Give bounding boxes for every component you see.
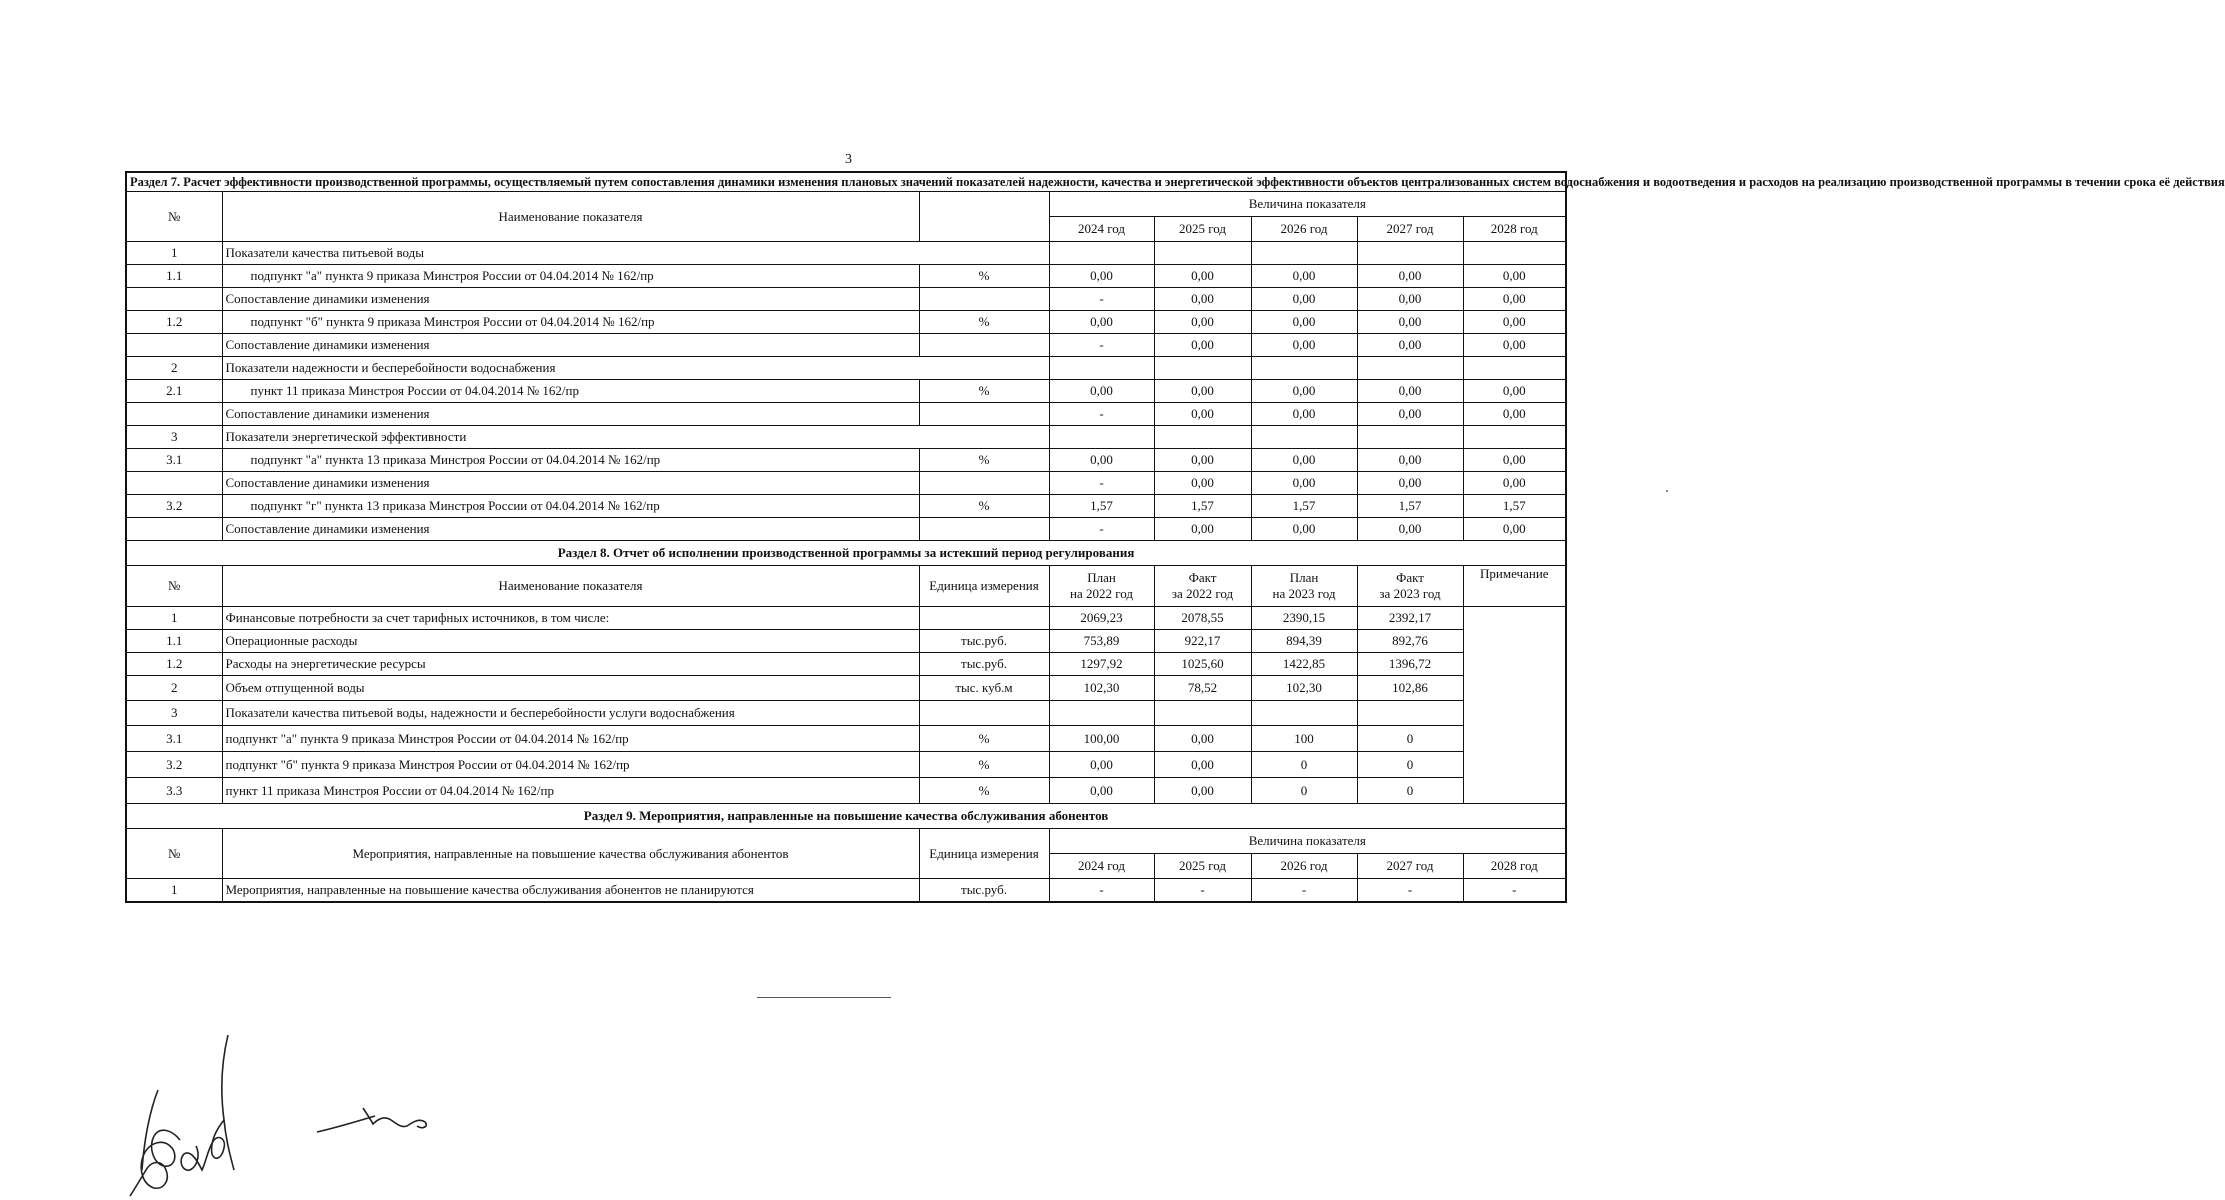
row-value: 2078,55 [1154, 607, 1251, 630]
s8-header-fact-2023-l2: за 2023 год [1379, 586, 1441, 601]
row-unit: % [919, 778, 1049, 804]
row-value: 1422,85 [1251, 653, 1357, 676]
row-value: 0,00 [1357, 380, 1463, 403]
s7-header-name: Наименование показателя [222, 192, 919, 242]
row-name: подпункт "а" пункта 9 приказа Минстроя России от 04.04.2014 № 162/пр [222, 265, 919, 288]
row-value: 0,00 [1251, 265, 1357, 288]
row-value [1357, 242, 1463, 265]
row-value: 100,00 [1049, 726, 1154, 752]
row-value [1154, 242, 1251, 265]
row-value: 0,00 [1154, 403, 1251, 426]
row-value: 0,00 [1251, 288, 1357, 311]
row-value: - [1154, 879, 1251, 903]
row-value: 894,39 [1251, 630, 1357, 653]
row-num: 2 [126, 357, 222, 380]
row-value: 0,00 [1251, 403, 1357, 426]
row-value [1251, 357, 1357, 380]
row-value [1049, 242, 1154, 265]
s7-header-year: 2028 год [1463, 217, 1566, 242]
row-name: Сопоставление динамики изменения [222, 288, 919, 311]
s9-header-value-group: Величина показателя [1049, 829, 1566, 854]
row-value [1049, 357, 1154, 380]
s7-header-value-group: Величина показателя [1049, 192, 1566, 217]
row-value: 0,00 [1251, 449, 1357, 472]
table-row [126, 726, 1566, 752]
row-value: 1396,72 [1357, 653, 1463, 676]
row-value: 0,00 [1049, 449, 1154, 472]
table-row [126, 311, 1566, 334]
row-name: Операционные расходы [222, 630, 919, 653]
s7-header-year: 2024 год [1049, 217, 1154, 242]
row-value [1154, 357, 1251, 380]
row-unit [919, 288, 1049, 311]
s8-header-plan-2022-l1: План [1087, 570, 1116, 585]
table-row [126, 357, 1566, 380]
s8-header-fact-2023-l1: Факт [1396, 570, 1424, 585]
section7-title: Раздел 7. Расчет эффективности производственной программы, осуществляемый путем сопоставления динамики изменения плановых значений показателей надежности, качества и энергетической эффективности объектов централизованных систем водоснабжения и водоотведения и расходов на реализацию производственной программы в течении срока её действия [126, 172, 1566, 192]
row-note [1463, 607, 1566, 804]
row-num [126, 403, 222, 426]
row-unit: тыс.руб. [919, 630, 1049, 653]
s9-header-year: 2024 год [1049, 854, 1154, 879]
row-value: 0,00 [1154, 518, 1251, 541]
row-name: Показатели надежности и бесперебойности водоснабжения [222, 357, 1049, 380]
row-value [1357, 701, 1463, 726]
separator-line [757, 997, 891, 998]
row-value: 1297,92 [1049, 653, 1154, 676]
s8-header-fact-2022-l1: Факт [1188, 570, 1217, 585]
row-value: 0,00 [1463, 403, 1566, 426]
row-name: Сопоставление динамики изменения [222, 334, 919, 357]
row-value: - [1357, 879, 1463, 903]
row-unit: тыс.руб. [919, 879, 1049, 903]
table-row [126, 630, 1566, 653]
row-value: 0,00 [1049, 311, 1154, 334]
row-unit [919, 518, 1049, 541]
row-name: Сопоставление динамики изменения [222, 518, 919, 541]
table-row [126, 265, 1566, 288]
row-value: 0,00 [1357, 334, 1463, 357]
s8-header-note: Примечание [1463, 566, 1566, 607]
row-name: Сопоставление динамики изменения [222, 472, 919, 495]
row-num: 1.2 [126, 311, 222, 334]
row-value: 0 [1251, 778, 1357, 804]
row-value: - [1049, 403, 1154, 426]
row-num: 1.1 [126, 630, 222, 653]
row-unit: % [919, 265, 1049, 288]
row-unit [919, 403, 1049, 426]
row-unit: % [919, 380, 1049, 403]
row-name: подпункт "г" пункта 13 приказа Минстроя России от 04.04.2014 № 162/пр [222, 495, 919, 518]
row-value: 0,00 [1251, 472, 1357, 495]
row-unit [919, 607, 1049, 630]
table-row [126, 518, 1566, 541]
table-row [126, 607, 1566, 630]
row-value: 922,17 [1154, 630, 1251, 653]
row-unit: тыс.руб. [919, 653, 1049, 676]
row-value: 0,00 [1357, 311, 1463, 334]
s8-header-fact-2023 [1357, 566, 1463, 607]
scan-speck [1666, 490, 1668, 492]
row-num: 3 [126, 701, 222, 726]
row-value [1251, 701, 1357, 726]
row-unit: % [919, 311, 1049, 334]
row-value: - [1251, 879, 1357, 903]
row-value: 0,00 [1154, 752, 1251, 778]
row-name: Мероприятия, направленные на повышение качества обслуживания абонентов не планируются [222, 879, 919, 903]
table-row [126, 426, 1566, 449]
row-num [126, 288, 222, 311]
row-value: 0,00 [1463, 518, 1566, 541]
table-row [126, 495, 1566, 518]
report-table-frame [125, 171, 2225, 903]
row-value: 0,00 [1251, 380, 1357, 403]
s7-header-year: 2025 год [1154, 217, 1251, 242]
row-unit: % [919, 449, 1049, 472]
table-row [126, 334, 1566, 357]
row-name: Расходы на энергетические ресурсы [222, 653, 919, 676]
row-value: 0,00 [1357, 449, 1463, 472]
row-value: 0 [1357, 778, 1463, 804]
row-value: 102,30 [1049, 676, 1154, 701]
row-value: 0 [1357, 726, 1463, 752]
row-value: 1025,60 [1154, 653, 1251, 676]
row-unit: % [919, 752, 1049, 778]
s8-header-num: № [126, 566, 222, 607]
table-row [126, 288, 1566, 311]
row-value: 1,57 [1463, 495, 1566, 518]
row-value: 0,00 [1357, 518, 1463, 541]
row-value: 1,57 [1251, 495, 1357, 518]
row-value: 0 [1357, 752, 1463, 778]
s8-header-name: Наименование показателя [222, 566, 919, 607]
row-value: - [1049, 879, 1154, 903]
row-value [1357, 426, 1463, 449]
row-name: подпункт "б" пункта 9 приказа Минстроя России от 04.04.2014 № 162/пр [222, 311, 919, 334]
s7-header-year: 2027 год [1357, 217, 1463, 242]
table-row [126, 701, 1566, 726]
row-num: 3.3 [126, 778, 222, 804]
row-name: подпункт "б" пункта 9 приказа Минстроя России от 04.04.2014 № 162/пр [222, 752, 919, 778]
page-number: 3 [845, 152, 852, 167]
row-value: 0,00 [1357, 288, 1463, 311]
row-value: 0,00 [1463, 334, 1566, 357]
initials-signature [315, 1100, 455, 1140]
row-name: Показатели энергетической эффективности [222, 426, 1049, 449]
row-unit: тыс. куб.м [919, 676, 1049, 701]
s8-header-unit: Единица измерения [919, 566, 1049, 607]
table-row [126, 472, 1566, 495]
row-value: 0,00 [1463, 288, 1566, 311]
row-unit: % [919, 495, 1049, 518]
row-value: 0 [1251, 752, 1357, 778]
table-row [126, 676, 1566, 701]
s9-header-year: 2026 год [1251, 854, 1357, 879]
row-value: 0,00 [1463, 449, 1566, 472]
row-num: 1.2 [126, 653, 222, 676]
s9-header-unit: Единица измерения [919, 829, 1049, 879]
row-value: 0,00 [1463, 380, 1566, 403]
row-value: 0,00 [1154, 449, 1251, 472]
row-unit [919, 334, 1049, 357]
row-value [1049, 426, 1154, 449]
row-value: 2069,23 [1049, 607, 1154, 630]
row-num: 3.2 [126, 752, 222, 778]
row-value: 0,00 [1049, 265, 1154, 288]
row-value: 753,89 [1049, 630, 1154, 653]
row-value: 0,00 [1049, 778, 1154, 804]
row-value: 1,57 [1154, 495, 1251, 518]
row-num: 3.2 [126, 495, 222, 518]
row-name: Показатели качества питьевой воды [222, 242, 1049, 265]
row-name: подпункт "а" пункта 13 приказа Минстроя России от 04.04.2014 № 162/пр [222, 449, 919, 472]
section9-title: Раздел 9. Мероприятия, направленные на повышение качества обслуживания абонентов [126, 804, 1566, 829]
row-num: 1 [126, 607, 222, 630]
s8-header-plan-2022-l2: на 2022 год [1070, 586, 1133, 601]
row-value: 0,00 [1154, 778, 1251, 804]
row-value [1463, 426, 1566, 449]
s8-header-fact-2022 [1154, 566, 1251, 607]
s8-header-plan-2023-l2: на 2023 год [1272, 586, 1336, 601]
s9-header-year: 2028 год [1463, 854, 1566, 879]
row-value [1251, 242, 1357, 265]
row-value: 0,00 [1154, 334, 1251, 357]
row-value [1154, 701, 1251, 726]
row-value: 102,86 [1357, 676, 1463, 701]
row-num: 3.1 [126, 449, 222, 472]
row-value: 0,00 [1463, 311, 1566, 334]
row-value: 2392,17 [1357, 607, 1463, 630]
row-value: 0,00 [1463, 472, 1566, 495]
table-row [126, 403, 1566, 426]
row-value [1357, 357, 1463, 380]
table-row [126, 752, 1566, 778]
row-value: 0,00 [1154, 380, 1251, 403]
row-unit [919, 701, 1049, 726]
row-value [1463, 242, 1566, 265]
s7-header-num: № [126, 192, 222, 242]
row-name: Финансовые потребности за счет тарифных источников, в том числе: [222, 607, 919, 630]
s8-header-plan-2023 [1251, 566, 1357, 607]
row-value: 1,57 [1049, 495, 1154, 518]
row-value: 102,30 [1251, 676, 1357, 701]
row-num [126, 334, 222, 357]
row-value: 0,00 [1251, 311, 1357, 334]
row-value [1251, 426, 1357, 449]
row-value: - [1463, 879, 1566, 903]
row-value: 0,00 [1357, 472, 1463, 495]
row-num: 3 [126, 426, 222, 449]
row-num: 2 [126, 676, 222, 701]
row-value [1154, 426, 1251, 449]
row-value: 0,00 [1154, 472, 1251, 495]
row-value: 892,76 [1357, 630, 1463, 653]
s7-header-year: 2026 год [1251, 217, 1357, 242]
s9-header-num: № [126, 829, 222, 879]
s7-header-unit [919, 192, 1049, 242]
row-value: 0,00 [1357, 403, 1463, 426]
row-value: 0,00 [1251, 518, 1357, 541]
s8-header-plan-2023-l1: План [1289, 570, 1319, 585]
row-value: 0,00 [1154, 288, 1251, 311]
table-row [126, 653, 1566, 676]
row-num [126, 472, 222, 495]
table-row [126, 380, 1566, 403]
s8-header-plan-2022 [1049, 566, 1154, 607]
s8-header-fact-2022-l2: за 2022 год [1171, 586, 1234, 601]
row-num: 1 [126, 879, 222, 903]
row-value: - [1049, 518, 1154, 541]
row-value: 0,00 [1049, 752, 1154, 778]
handwritten-signature [120, 1030, 260, 1200]
row-num: 1 [126, 242, 222, 265]
row-num: 3.1 [126, 726, 222, 752]
row-name: пункт 11 приказа Минстроя России от 04.04.2014 № 162/пр [222, 778, 919, 804]
row-name: подпункт "а" пункта 9 приказа Минстроя России от 04.04.2014 № 162/пр [222, 726, 919, 752]
row-value: 0,00 [1049, 380, 1154, 403]
row-value: 0,00 [1251, 334, 1357, 357]
row-value: 0,00 [1154, 726, 1251, 752]
section8-title: Раздел 8. Отчет об исполнении производственной программы за истекший период регулирования [126, 541, 1566, 566]
table-row [126, 879, 1566, 903]
row-name: Показатели качества питьевой воды, надежности и бесперебойности услуги водоснабжения [222, 701, 919, 726]
row-name: пункт 11 приказа Минстроя России от 04.04.2014 № 162/пр [222, 380, 919, 403]
s9-header-year: 2027 год [1357, 854, 1463, 879]
row-value: - [1049, 334, 1154, 357]
row-value: 0,00 [1154, 311, 1251, 334]
row-value: 1,57 [1357, 495, 1463, 518]
row-name: Объем отпущенной воды [222, 676, 919, 701]
s9-header-year: 2025 год [1154, 854, 1251, 879]
row-value [1463, 357, 1566, 380]
row-value: 0,00 [1463, 265, 1566, 288]
row-value: - [1049, 472, 1154, 495]
row-name: Сопоставление динамики изменения [222, 403, 919, 426]
table-row [126, 778, 1566, 804]
row-value: 78,52 [1154, 676, 1251, 701]
row-value: 100 [1251, 726, 1357, 752]
row-num [126, 518, 222, 541]
row-unit [919, 472, 1049, 495]
row-unit: % [919, 726, 1049, 752]
row-value: 0,00 [1154, 265, 1251, 288]
row-num: 2.1 [126, 380, 222, 403]
report-table [125, 171, 2225, 903]
row-value: 0,00 [1357, 265, 1463, 288]
table-row [126, 449, 1566, 472]
row-value: 2390,15 [1251, 607, 1357, 630]
row-value: - [1049, 288, 1154, 311]
table-row [126, 242, 1566, 265]
row-value [1049, 701, 1154, 726]
row-num: 1.1 [126, 265, 222, 288]
s9-header-name: Мероприятия, направленные на повышение качества обслуживания абонентов [222, 829, 919, 879]
